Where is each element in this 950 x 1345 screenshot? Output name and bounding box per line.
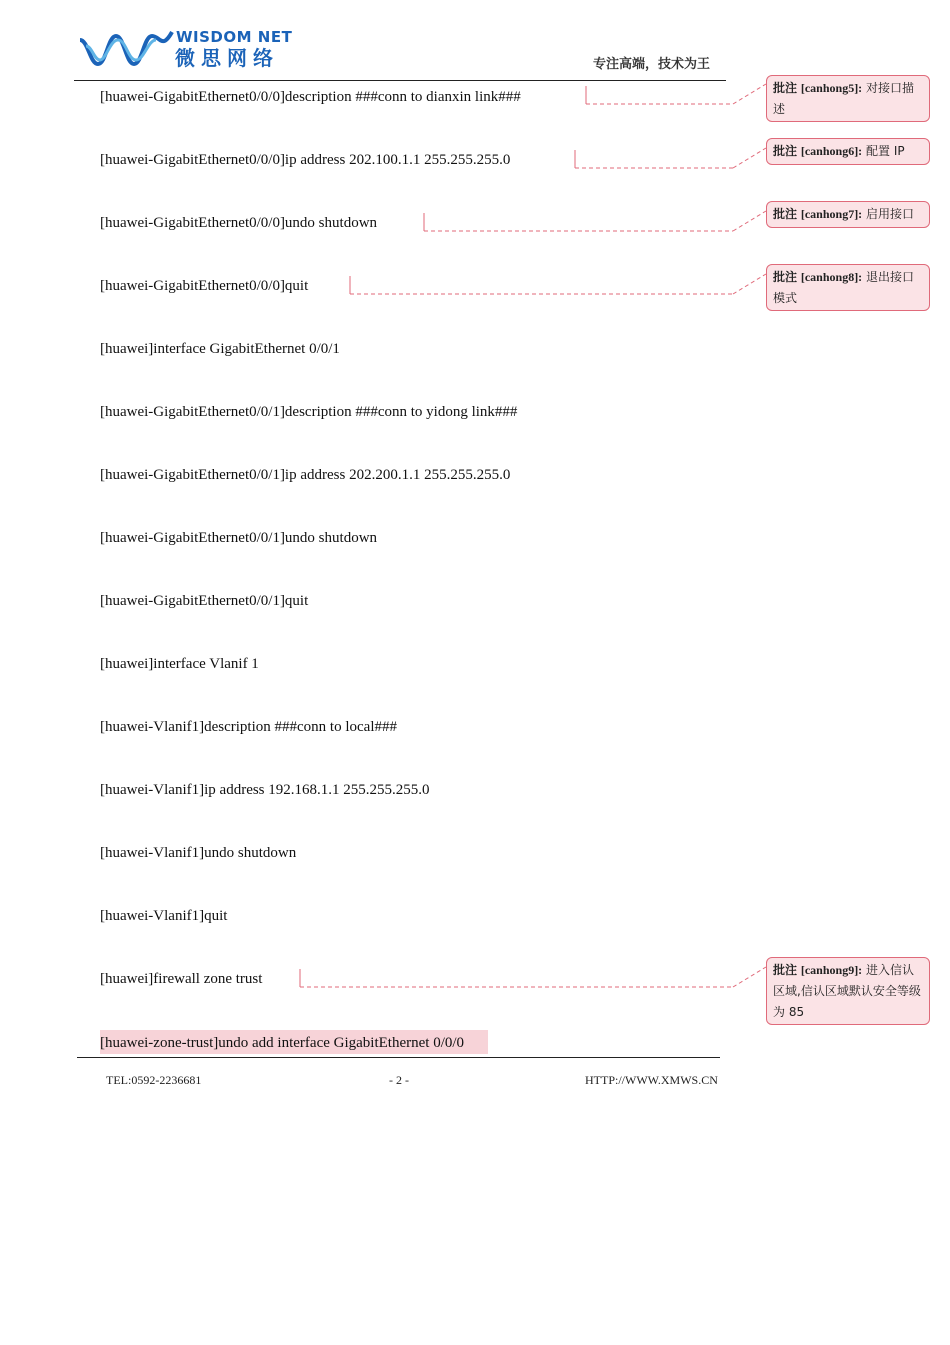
comment-label: 批注 — [773, 144, 798, 158]
logo-english-name: WISDOM NET — [176, 28, 293, 46]
footer-divider — [77, 1057, 720, 1058]
footer-url[interactable]: HTTP://WWW.XMWS.CN — [585, 1073, 718, 1087]
header-slogan: 专注高端，技术为王 — [592, 57, 710, 72]
code-line: [huawei-GigabitEthernet0/0/0]description ###conn to dianxin link### — [100, 89, 521, 105]
code-line: [huawei-GigabitEthernet0/0/1]quit — [100, 593, 309, 609]
code-line: [huawei-GigabitEthernet0/0/0]undo shutdown — [100, 215, 378, 231]
code-line: [huawei-Vlanif1]quit — [100, 908, 228, 924]
comment-author: [canhong6]: — [800, 144, 863, 158]
comment-author: [canhong9]: — [800, 963, 863, 977]
comment-canhong5[interactable] — [766, 75, 930, 122]
logo-chinese-name: 微思网络 — [175, 46, 279, 70]
comment-canhong8[interactable] — [766, 264, 930, 311]
comment-canhong7[interactable] — [766, 201, 930, 228]
comment-canhong6[interactable] — [766, 138, 930, 165]
code-line: [huawei]interface GigabitEthernet 0/0/1 — [100, 341, 340, 357]
comment-text: 启用接口 — [866, 207, 915, 221]
comment-canhong9[interactable] — [766, 957, 930, 1025]
comment-author: [canhong8]: — [800, 270, 863, 284]
code-line: [huawei-GigabitEthernet0/0/0]quit — [100, 278, 309, 294]
code-line: [huawei]interface Vlanif 1 — [100, 656, 259, 672]
comment-author: [canhong7]: — [800, 207, 863, 221]
comment-author: [canhong5]: — [800, 81, 863, 95]
comment-label: 批注 — [773, 207, 798, 221]
page-number: - 2 - — [389, 1073, 409, 1087]
comment-label: 批注 — [773, 270, 798, 284]
code-line: [huawei-GigabitEthernet0/0/1]undo shutdown — [100, 530, 378, 546]
code-line: [huawei]firewall zone trust — [100, 971, 263, 987]
code-line: [huawei-GigabitEthernet0/0/1]description ###conn to yidong link### — [100, 404, 518, 420]
comment-text: 退出接口模式 — [773, 270, 915, 305]
comment-label: 批注 — [773, 81, 798, 95]
code-line: [huawei-Vlanif1]ip address 192.168.1.1 255.255.255.0 — [100, 782, 430, 798]
code-line: [huawei-Vlanif1]undo shutdown — [100, 845, 297, 861]
footer-tel: TEL:0592-2236681 — [106, 1073, 202, 1087]
comment-text: 对接口描述 — [773, 81, 915, 116]
comment-text: 配置 IP — [866, 144, 905, 158]
comment-text: 进入信认区域,信认区域默认安全等级为 85 — [773, 963, 921, 1019]
code-line: [huawei-GigabitEthernet0/0/0]ip address 202.100.1.1 255.255.255.0 — [100, 152, 511, 168]
highlighted-code-line[interactable]: [huawei-zone-trust]undo add interface GigabitEthernet 0/0/0 — [100, 1030, 488, 1054]
code-line: [huawei-GigabitEthernet0/0/1]ip address 202.200.1.1 255.255.255.0 — [100, 467, 511, 483]
code-line: [huawei-Vlanif1]description ###conn to local### — [100, 719, 397, 735]
comment-label: 批注 — [773, 963, 798, 977]
